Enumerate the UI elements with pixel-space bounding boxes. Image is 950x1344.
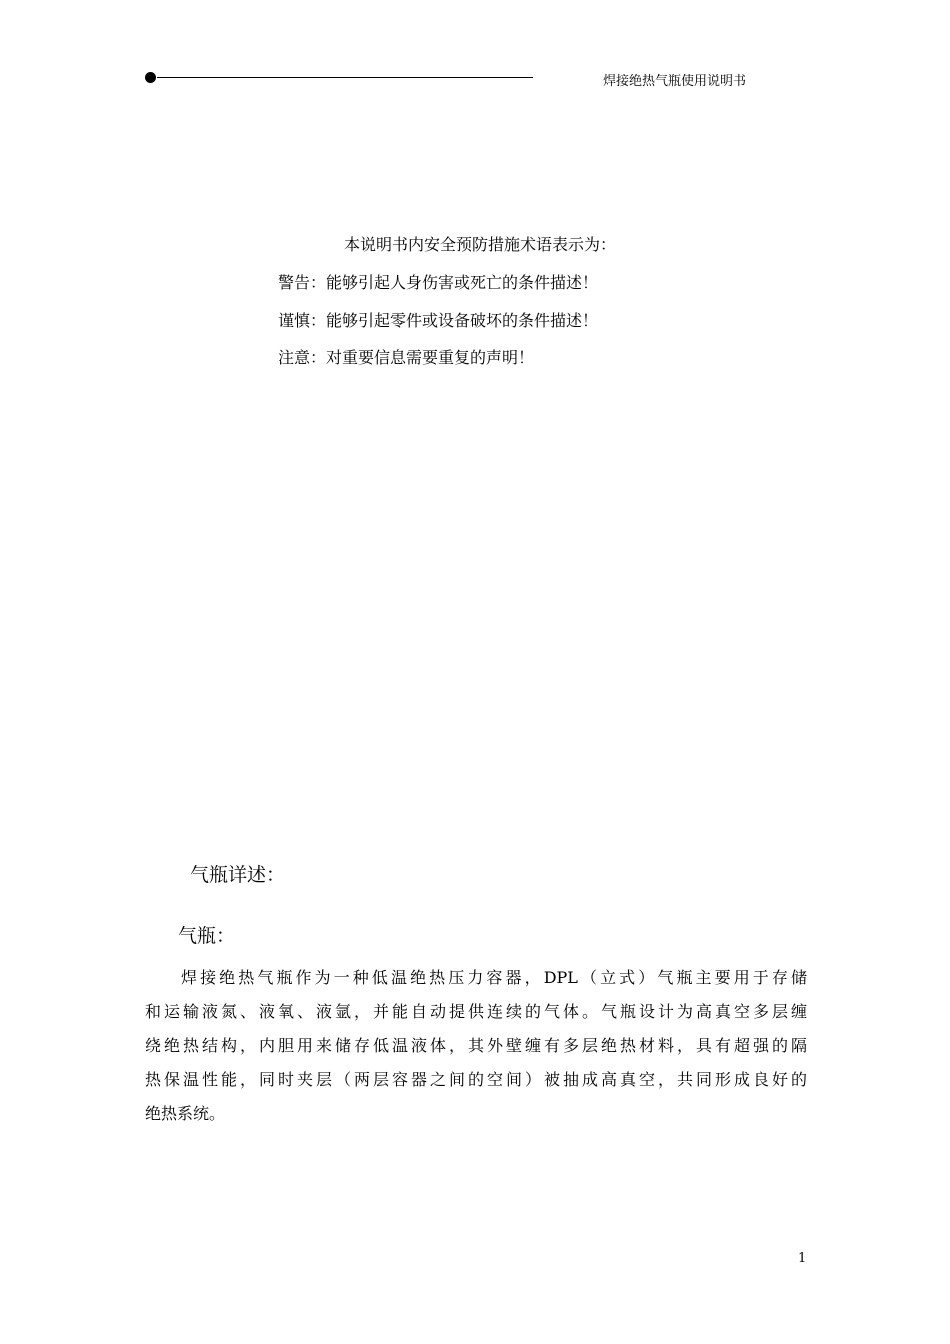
paragraph-line: 绝热系统。: [145, 1104, 226, 1123]
subsection-title: 气瓶：: [178, 925, 236, 947]
header-bullet: [145, 72, 156, 83]
header-title: 焊接绝热气瓶使用说明书: [603, 74, 747, 89]
safety-notice-caution: 谨慎：能够引起零件或设备破坏的条件描述！: [278, 311, 599, 330]
body-paragraph: [145, 961, 807, 1131]
paragraph-line: 和运输液氮、液氧、液氩，并能自动提供连续的气体。气瓶设计为高真空多层缠: [145, 1002, 807, 1021]
page-number: 1: [798, 1251, 807, 1266]
paragraph-line: 绕绝热结构，内胆用来储存低温液体，其外壁缠有多层绝热材料，具有超强的隔: [145, 1036, 807, 1055]
header-rule: [157, 77, 533, 78]
safety-notice-intro: 本说明书内安全预防措施术语表示为：: [344, 235, 617, 254]
paragraph-line: 热保温性能，同时夹层（两层容器之间的空间）被抽成高真空，共同形成良好的: [145, 1070, 807, 1089]
section-title: 气瓶详述：: [190, 864, 286, 886]
page-header: [145, 68, 805, 90]
paragraph-line: 焊接绝热气瓶作为一种低温绝热压力容器，DPL（立式）气瓶主要用于存储: [181, 968, 807, 987]
safety-notice-note: 注意：对重要信息需要重复的声明！: [278, 348, 535, 367]
safety-notice-warning: 警告：能够引起人身伤害或死亡的条件描述！: [278, 273, 599, 292]
